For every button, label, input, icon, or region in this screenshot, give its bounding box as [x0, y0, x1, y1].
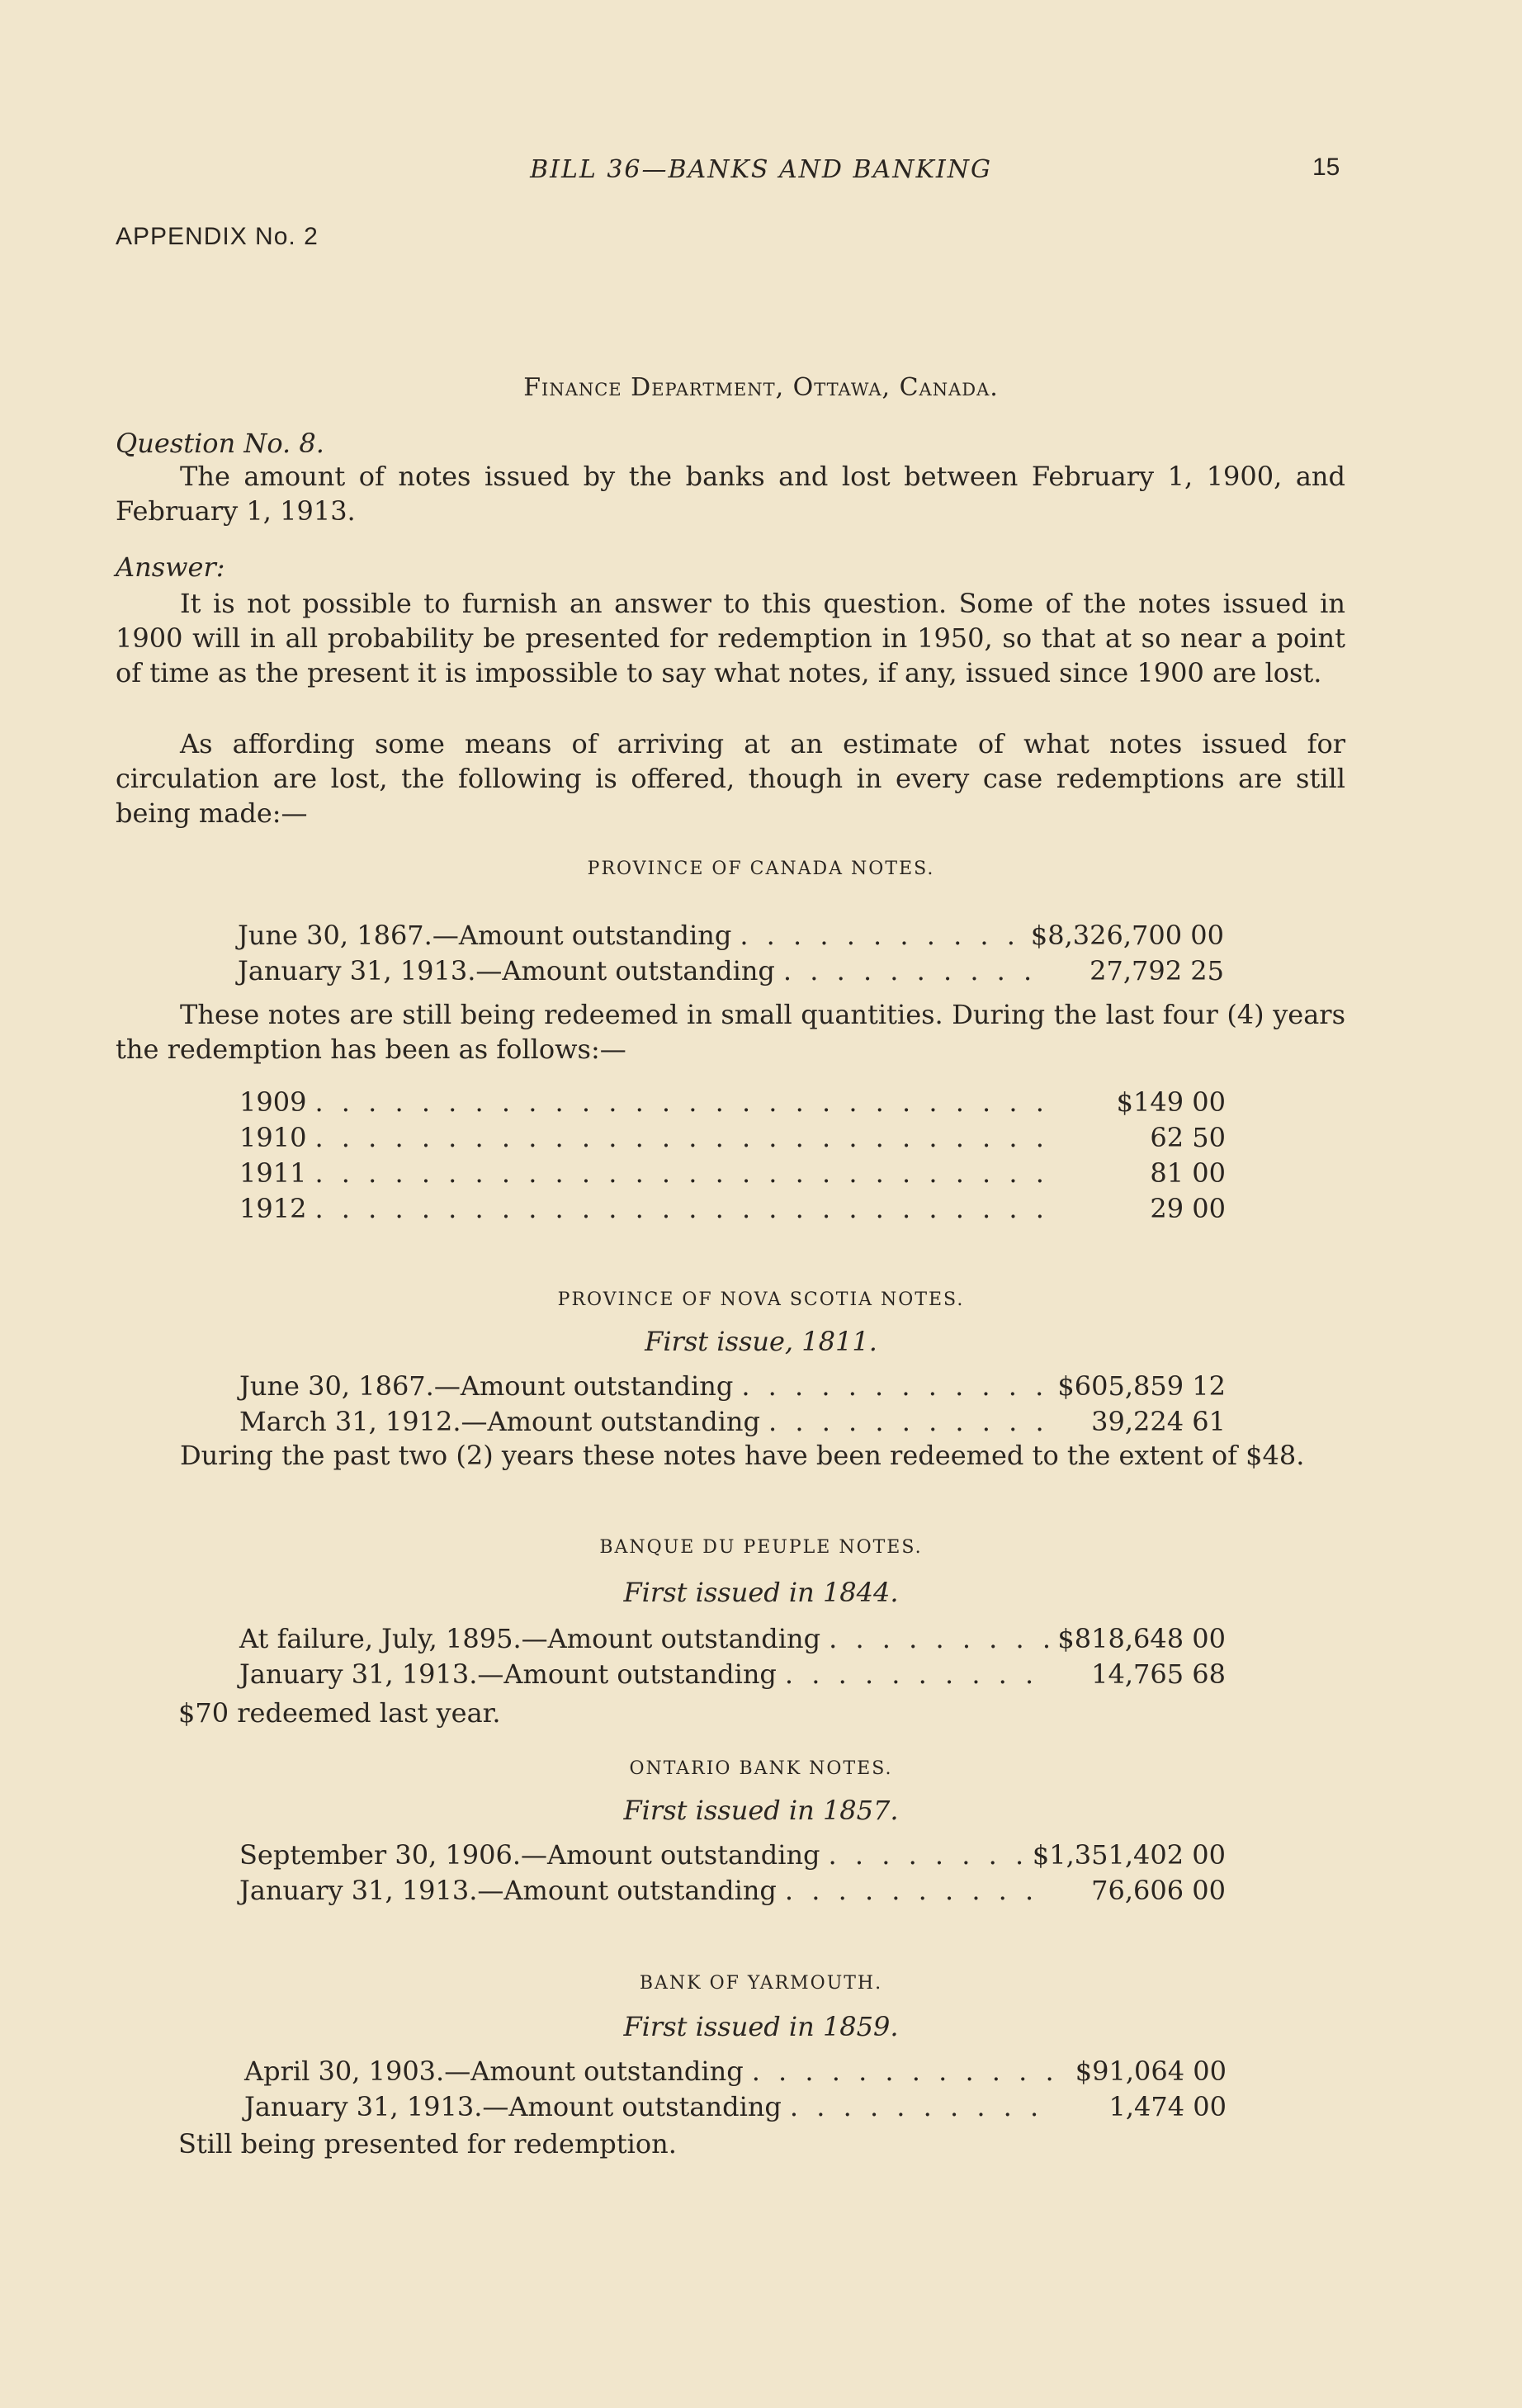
question-text: The amount of notes issued by the banks and lost between February 1, 1900, and February 1, 1913.	[116, 461, 1345, 527]
dot-leader	[783, 953, 1051, 988]
answer-paragraph-1: It is not possible to furnish an answer to this question. Some of the notes issued in 1900 will in all probability be presented for redemption in 1950, so that at so near a point of time as the present it is impossible to say what notes, if any, issued since 1900 are lost.	[116, 588, 1345, 688]
ledger-value: $1,351,402 00	[1032, 1839, 1226, 1871]
canada-note: These notes are still being redeemed in small quantities. During the last four (4) years the redemption has been as follows:—	[116, 999, 1345, 1065]
ledger-value: 81 00	[1150, 1157, 1226, 1189]
section-title-canada: PROVINCE OF CANADA NOTES.	[587, 859, 935, 879]
ledger-label: June 30, 1867.—Amount outstanding	[238, 920, 732, 951]
canada-ledger	[238, 918, 1224, 989]
ledger-value: 62 50	[1150, 1122, 1226, 1153]
dot-leader	[785, 1657, 1052, 1691]
ledger-label: June 30, 1867.—Amount outstanding	[239, 1370, 734, 1402]
dot-leader	[314, 1120, 1052, 1155]
ledger-label: 1911	[239, 1157, 307, 1189]
yarmouth-ledger	[244, 2054, 1227, 2125]
page-number: 15	[1312, 154, 1340, 181]
ledger-row	[244, 2089, 1227, 2125]
ledger-row	[238, 918, 1224, 953]
ledger-row	[239, 1085, 1226, 1120]
ledger-value: $91,064 00	[1075, 2056, 1227, 2087]
section-subtitle-ontario: First issued in 1857.	[623, 1795, 899, 1826]
ontario-ledger	[239, 1838, 1226, 1909]
ledger-row	[239, 1156, 1226, 1191]
ledger-value: 39,224 61	[1091, 1406, 1226, 1437]
ledger-value: 1,474 00	[1108, 2091, 1227, 2122]
ledger-row	[239, 1404, 1226, 1440]
section-title-yarmouth: BANK OF YARMOUTH.	[639, 1973, 883, 1994]
appendix-label: APPENDIX No. 2	[116, 223, 319, 250]
nova-scotia-ledger	[239, 1369, 1226, 1440]
ledger-row	[239, 1191, 1226, 1227]
ledger-value: 76,606 00	[1091, 1875, 1226, 1906]
ledger-label: March 31, 1912.—Amount outstanding	[239, 1406, 760, 1437]
dot-leader	[740, 918, 1023, 953]
ledger-label: 1912	[239, 1193, 307, 1224]
ledger-row	[239, 1120, 1226, 1156]
ledger-row	[239, 1873, 1226, 1909]
yarmouth-note: Still being presented for redemption.	[178, 2128, 677, 2160]
ledger-label: At failure, July, 1895.—Amount outstanding	[239, 1623, 821, 1654]
ledger-value: $605,859 12	[1057, 1370, 1226, 1402]
dot-leader	[314, 1191, 1052, 1226]
dot-leader	[741, 1369, 1049, 1403]
ledger-row	[238, 953, 1224, 989]
section-title-nova-scotia: PROVINCE OF NOVA SCOTIA NOTES.	[557, 1289, 965, 1310]
dot-leader	[790, 2089, 1053, 2124]
ledger-row	[239, 1657, 1226, 1692]
ledger-label: January 31, 1913.—Amount outstanding	[239, 1875, 777, 1906]
ledger-row	[244, 2054, 1227, 2089]
section-title-peuple: BANQUE DU PEUPLE NOTES.	[599, 1537, 923, 1558]
department-heading: Finance Department, Ottawa, Canada.	[523, 373, 999, 402]
dot-leader	[314, 1085, 1052, 1119]
ledger-value: $149 00	[1116, 1086, 1226, 1118]
peuple-ledger	[239, 1621, 1226, 1692]
dot-leader	[752, 2054, 1053, 2089]
ledger-value: 14,765 68	[1091, 1658, 1226, 1690]
section-subtitle-yarmouth: First issued in 1859.	[623, 2011, 899, 2042]
dot-leader	[785, 1873, 1052, 1908]
ledger-value: 27,792 25	[1090, 955, 1224, 986]
ledger-row	[239, 1369, 1226, 1404]
ledger-label: January 31, 1913.—Amount outstanding	[244, 2091, 782, 2122]
dot-leader	[829, 1838, 1024, 1872]
ledger-label: September 30, 1906.—Amount outstanding	[239, 1839, 820, 1871]
answer-label: Answer:	[116, 551, 225, 583]
section-subtitle-peuple: First issued in 1844.	[623, 1577, 899, 1608]
dot-leader	[829, 1621, 1049, 1656]
question-label: Question No. 8.	[116, 428, 324, 459]
ledger-label: 1910	[239, 1122, 307, 1153]
nova-scotia-note: During the past two (2) years these notes have been redeemed to the extent of $48.	[180, 1440, 1305, 1471]
ledger-value: $8,326,700 00	[1030, 920, 1224, 951]
running-title: BILL 36—BANKS AND BANKING	[530, 155, 992, 184]
ledger-value: 29 00	[1150, 1193, 1226, 1224]
ledger-row	[239, 1621, 1226, 1657]
dot-leader	[768, 1404, 1052, 1439]
section-subtitle-nova-scotia: First issue, 1811.	[645, 1326, 877, 1357]
ledger-label: April 30, 1903.—Amount outstanding	[244, 2056, 744, 2087]
answer-paragraph-2: As affording some means of arriving at an estimate of what notes issued for circulation are lost, the following is offered, though in every case redemptions are still being made:—	[116, 728, 1345, 829]
ledger-row	[239, 1838, 1226, 1873]
ledger-label: 1909	[239, 1086, 307, 1118]
ledger-label: January 31, 1913.—Amount outstanding	[238, 955, 775, 986]
ledger-value: $818,648 00	[1057, 1623, 1226, 1654]
ledger-label: January 31, 1913.—Amount outstanding	[239, 1658, 777, 1690]
canada-yearly-ledger	[239, 1085, 1226, 1227]
dot-leader	[314, 1156, 1052, 1190]
section-title-ontario: ONTARIO BANK NOTES.	[629, 1758, 893, 1779]
peuple-note: $70 redeemed last year.	[178, 1697, 501, 1729]
